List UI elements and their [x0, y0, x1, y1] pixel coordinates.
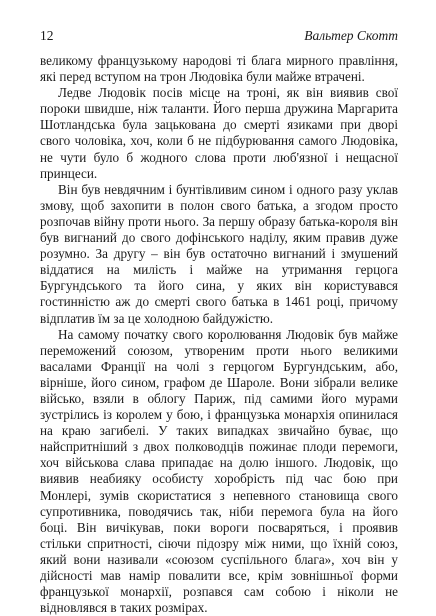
paragraph: Він був невдячним і бунтівливим сином і одного разу уклав змову, щоб захопити в полон свого батька, а згодом просто розпочав війну проти нього. За першу образу батька-короля він був вигнаний до свого дофінського наділу, яким правив дуже розумно. За другу – він був остаточно вигнаний і змушений віддатися на милість і майже на утримання герцога Бургундського та його сина, у яких він користувався гостинністю аж до смерті свого батька в 1461 році, причому відплатив їм за це холодною байдужістю.	[40, 181, 398, 326]
paragraph: Ледве Людовік посів місце на троні, як він виявив свої пороки швидше, ніж таланти. Його перша дружина Маргарита Шотландська була зацькована до смерті язиками при дворі свого чоловіка, хоч, коли б не підбурювання самого Людовіка, не чути було б жодного слова проти люб'язної і нещасної принцеси.	[40, 85, 398, 181]
page-header	[40, 28, 398, 46]
paragraph-continuation: великому французькому народові ті блага мирного правління, які перед вступом на трон Людовіка були майже втрачені.	[40, 53, 398, 85]
body-text	[40, 53, 398, 616]
page-number: 12	[40, 28, 54, 43]
running-head-author: Вальтер Скотт	[304, 28, 398, 43]
paragraph: На самому початку свого королювання Людовік був майже переможений союзом, утвореним проти нього великими васалами Франції на чолі з герцогом Бургундським, або, вірніше, його сином, графом де Шароле. Вони зібрали велике військо, взяли в облогу Париж, під самими його мурами зустрілись із королем у бою, і французька монархія опинилася на краю загибелі. У таких випадках звичайно буває, що найспритніший з двох полководців пожинає плоди перемоги, хоч військова слава припадає на долю іншого. Людовік, що виявив неабияку особисту хоробрість під час бою при Монлері, зумів скористатися з непевного становища свого супротивника, поводячись так, ніби перемога була на його боці. Він вичікував, поки вороги посваряться, і проявив стільки спритності, сіючи підозру між ними, що їхній союз, який вони називали «союзом суспільного блага», хоч він у дійсності мав намір повалити все, крім зовнішньої форми французької монархії, розпався сам собою і ніколи не відновлявся в таких розмірах.	[40, 326, 398, 616]
